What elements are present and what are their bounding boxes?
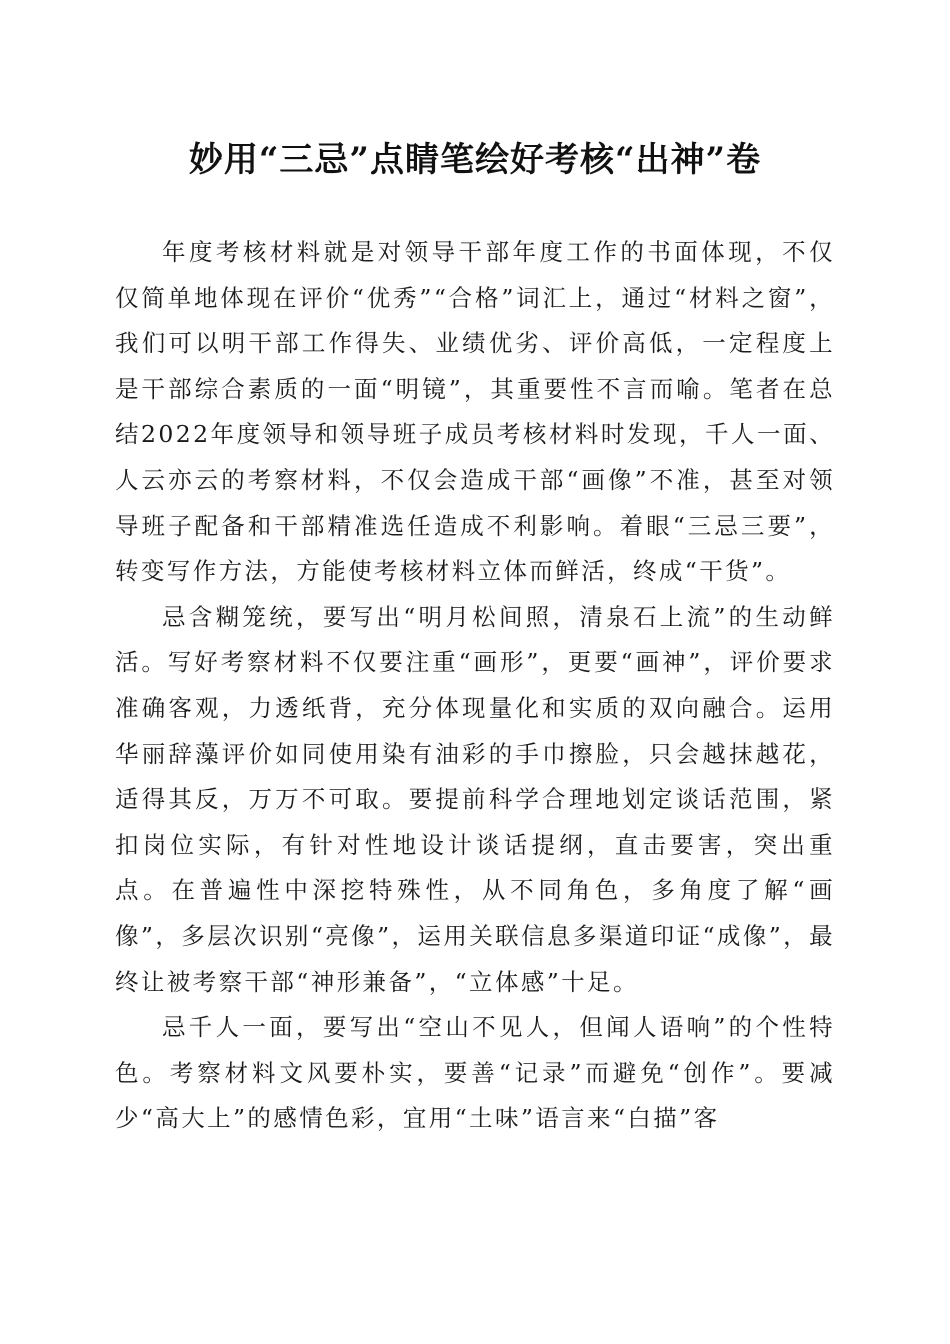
page-title: 妙用“三忌”点睛笔绘好考核“出神”卷 bbox=[188, 140, 762, 180]
paragraph-second-taboo: 忌千人一面，要写出“空山不见人，但闻人语响”的个性特色。考察材料文风要朴实，要善“记录”而避免“创作”。要减少“高大上”的感情色彩，宜用“土味”语言来“白描”客 bbox=[115, 1013, 835, 1133]
paragraph-intro: 年度考核材料就是对领导干部年度工作的书面体现，不仅仅简单地体现在评价“优秀”“合格”词汇上，通过“材料之窗”，我们可以明干部工作得失、业绩优劣、评价高低，一定程度上是干部综合素质的一面“明镜”，其重要性不言而喻。笔者在总结2022年度领导和领导班子成员考核材料时发现，千人一面、人云亦云的考察材料，不仅会造成干部“画像”不准，甚至对领导班子配备和干部精准选任造成不利影响。着眼“三忌三要”，转变写作方法，方能使考核材料立体而鲜活，终成“干货”。 bbox=[115, 238, 835, 586]
article-body bbox=[115, 230, 835, 1142]
paragraph-first-taboo: 忌含糊笼统，要写出“明月松间照，清泉石上流”的生动鲜活。写好考察材料不仅要注重“画形”，更要“画神”，评价要求准确客观，力透纸背，充分体现量化和实质的双向融合。运用华丽辞藻评价如同使用染有油彩的手巾擦脸，只会越抹越花，适得其反，万万不可取。要提前科学合理地划定谈话范围，紧扣岗位实际，有针对性地设计谈话提纲，直击要害，突出重点。在普遍性中深挖特殊性，从不同角色，多角度了解“画像”，多层次识别“亮像”，运用关联信息多渠道印证“成像”，最终让被考察干部“神形兼备”，“立体感”十足。 bbox=[115, 602, 835, 996]
